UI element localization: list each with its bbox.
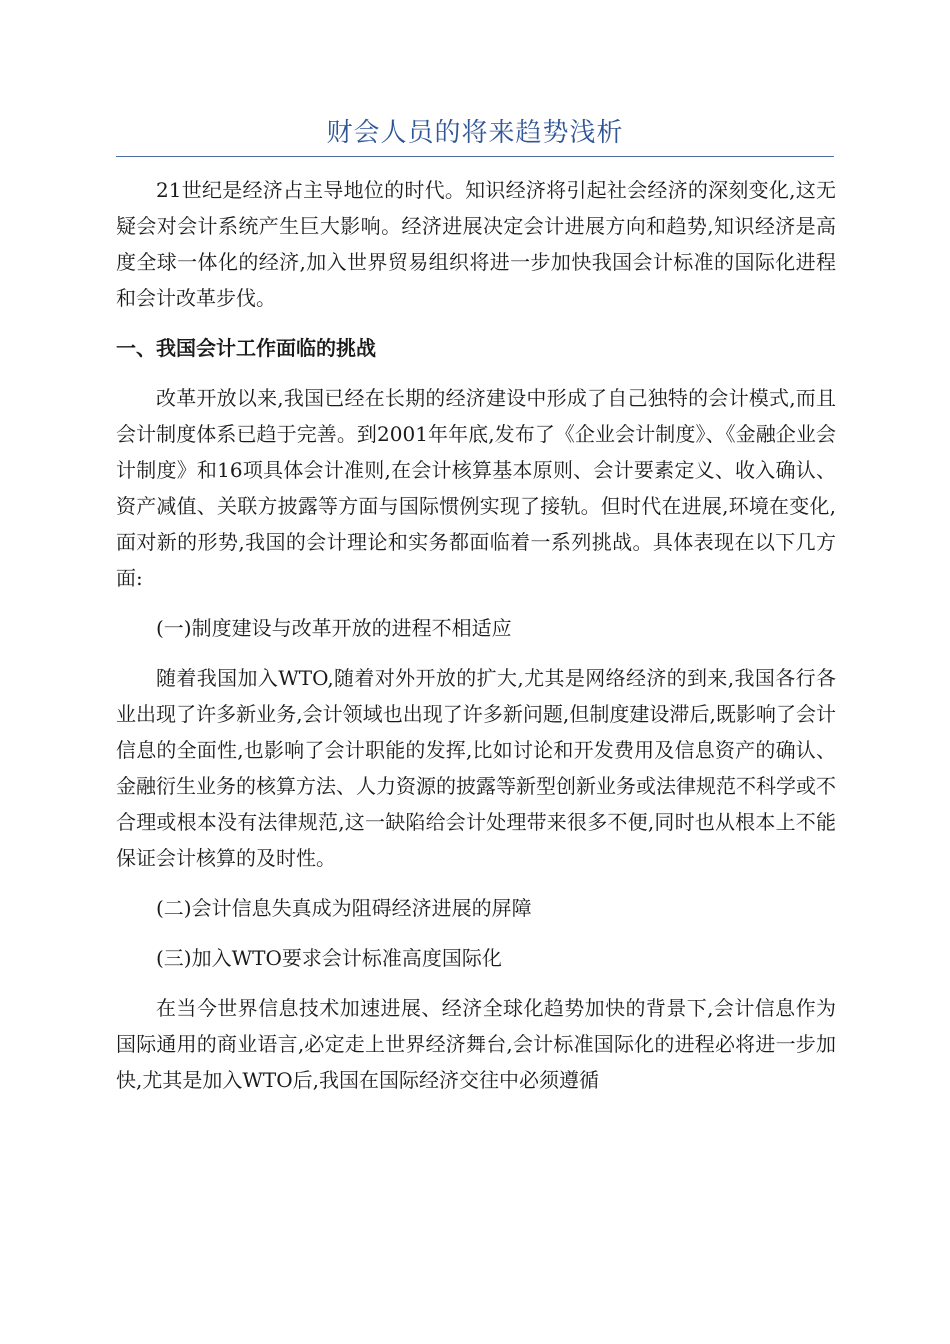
section-heading: 一、我国会计工作面临的挑战 [116, 336, 376, 360]
subsection-heading: (三)加入WTO要求会计标准高度国际化 [156, 946, 502, 970]
intro-paragraph: 21世纪是经济占主导地位的时代。知识经济将引起社会经济的深刻变化,这无疑会对会计系统产生巨大影响。经济进展决定会计进展方向和趋势,知识经济是高度全球一体化的经济,加入世界贸易组织将进一步加快我国会计标准的国际化进程和会计改革步伐。 [116, 178, 836, 310]
title-block [116, 112, 834, 157]
subsection-heading: (二)会计信息失真成为阻碍经济进展的屏障 [156, 896, 532, 920]
body-paragraph: 改革开放以来,我国已经在长期的经济建设中形成了自己独特的会计模式,而且会计制度体系已趋于完善。到2001年年底,发布了《企业会计制度》、《金融企业会计制度》和16项具体会计准则,在会计核算基本原则、会计要素定义、收入确认、资产减值、关联方披露等方面与国际惯例实现了接轨。但时代在进展,环境在变化,面对新的形势,我国的会计理论和实务都面临着一系列挑战。具体表现在以下几方面: [116, 386, 836, 590]
subsection-heading: (一)制度建设与改革开放的进程不相适应 [156, 616, 512, 640]
document-title: 财会人员的将来趋势浅析 [326, 118, 624, 148]
body-paragraph: 随着我国加入WTO,随着对外开放的扩大,尤其是网络经济的到来,我国各行各业出现了许多新业务,会计领域也出现了许多新问题,但制度建设滞后,既影响了会计信息的全面性,也影响了会计职能的发挥,比如讨论和开发费用及信息资产的确认、金融衍生业务的核算方法、人力资源的披露等新型创新业务或法律规范不科学或不合理或根本没有法律规范,这一缺陷给会计处理带来很多不便,同时也从根本上不能保证会计核算的及时性。 [116, 666, 836, 870]
body-paragraph: 在当今世界信息技术加速进展、经济全球化趋势加快的背景下,会计信息作为国际通用的商业语言,必定走上世界经济舞台,会计标准国际化的进程必将进一步加快,尤其是加入WTO后,我国在国际经济交往中必须遵循 [116, 996, 836, 1092]
document-body [116, 172, 836, 1112]
